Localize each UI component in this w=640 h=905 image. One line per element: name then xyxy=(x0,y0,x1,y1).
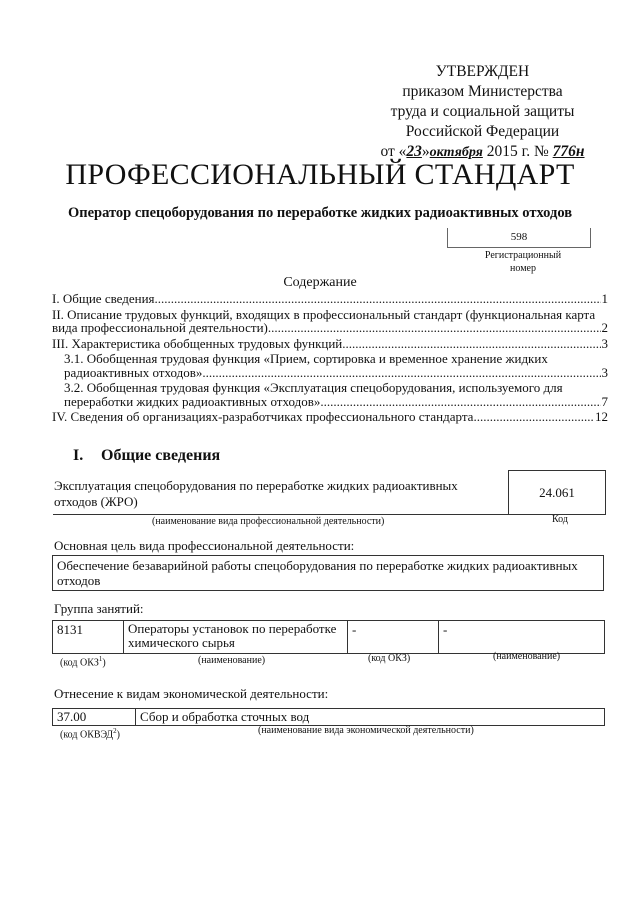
toc-item-label-first: II. Описание трудовых функций, входящих в профессиональный стандарт (функциональная карта xyxy=(52,306,596,322)
toc-item[interactable] xyxy=(52,410,608,424)
caption-text: (код ОКВЭД xyxy=(60,729,114,741)
toc-item-label: вида профессиональной деятельности) xyxy=(52,320,268,335)
section-heading xyxy=(73,447,220,465)
date-month-handwritten: октября xyxy=(429,145,483,160)
goal-label: Основная цель вида профессиональной деятельности: xyxy=(54,538,355,553)
okz-name2-cell: - xyxy=(439,621,605,654)
toc-item[interactable] xyxy=(52,308,608,335)
table-row xyxy=(53,621,605,654)
toc-item-label-first: 3.2. Обобщенная трудовая функция «Эксплуатация спецоборудования, используемого для xyxy=(64,380,563,395)
okz-code2-cell: - xyxy=(348,621,439,654)
page-title: ПРОФЕССИОНАЛЬНЫЙ СТАНДАРТ xyxy=(65,158,575,191)
okved-code-caption xyxy=(60,727,120,740)
caption-text: ) xyxy=(102,657,106,669)
toc-item-label: IV. Сведения об организациях-разработчиках профессионального стандарта xyxy=(52,409,474,424)
activity-name: Эксплуатация спецоборудования по переработке жидких радиоактивных отходов (ЖРО) xyxy=(54,478,458,509)
okz-name2-caption: (наименование) xyxy=(493,651,561,662)
occupation-group-table xyxy=(52,620,605,654)
date-day-handwritten: 23 xyxy=(406,143,422,160)
approval-heading: УТВЕРЖДЕН xyxy=(435,63,530,80)
activity-code: 24.061 xyxy=(539,484,575,500)
approval-line: приказом Министерства xyxy=(402,83,563,100)
toc-item-label: переработки жидких радиоактивных отходов» xyxy=(64,393,321,409)
caption-text: (код ОКЗ xyxy=(60,657,99,669)
toc-item[interactable] xyxy=(52,337,608,351)
table-row xyxy=(53,709,605,726)
okved-code-cell: 37.00 xyxy=(53,709,136,726)
table-of-contents xyxy=(52,292,608,424)
econ-label: Отнесение к видам экономической деятельности: xyxy=(54,686,329,701)
toc-item[interactable] xyxy=(52,381,608,408)
approval-block xyxy=(360,62,605,163)
toc-item-page: 3 xyxy=(601,335,608,351)
toc-item-label: радиоактивных отходов» xyxy=(64,364,203,380)
approval-line: Российской Федерации xyxy=(405,123,560,140)
okved-name-cell: Сбор и обработка сточных вод xyxy=(136,709,605,726)
page-subtitle: Оператор спецоборудования по переработке жидких радиоактивных отходов xyxy=(67,205,573,221)
goal-box xyxy=(52,555,604,591)
toc-item-label: I. Общие сведения xyxy=(52,291,155,306)
activity-name-underline xyxy=(53,514,508,515)
toc-item-page: 2 xyxy=(601,320,608,335)
date-year: 2015 г. № xyxy=(486,143,549,160)
okz-name-caption: (наименование) xyxy=(198,655,266,666)
toc-item[interactable] xyxy=(52,352,608,379)
approval-line: труда и социальной защиты xyxy=(390,103,575,120)
toc-heading: Содержание xyxy=(283,275,357,290)
toc-item-page: 12 xyxy=(595,409,608,424)
footnote-ref[interactable]: 1 xyxy=(98,655,103,663)
activity-code-box xyxy=(508,470,606,515)
group-label: Группа занятий: xyxy=(54,601,144,616)
okz-code-caption xyxy=(60,655,106,668)
section-title: Общие сведения xyxy=(101,447,221,464)
activity-code-caption: Код xyxy=(552,514,568,525)
caption-text: ) xyxy=(116,729,120,741)
toc-item-page: 1 xyxy=(601,291,608,306)
registration-number-box: 598 xyxy=(447,228,591,248)
footnote-ref[interactable]: 2 xyxy=(113,727,117,735)
toc-item-label: III. Характеристика обобщенных трудовых функций xyxy=(52,335,343,351)
okz-name-cell: Операторы установок по переработке химического сырья xyxy=(124,621,348,654)
toc-item-page: 7 xyxy=(601,393,608,409)
toc-item-label-first: 3.1. Обобщенная трудовая функция «Прием, сортировка и временное хранение жидких xyxy=(64,351,548,366)
toc-item-page: 3 xyxy=(601,364,608,380)
activity-name-caption: (наименование вида профессиональной деятельности) xyxy=(152,516,385,527)
okz-code2-caption: (код ОКЗ) xyxy=(368,653,411,664)
okved-name-caption: (наименование вида экономической деятельности) xyxy=(258,725,474,736)
order-number-handwritten: 776н xyxy=(552,143,585,160)
registration-number-label: Регистрационный номер xyxy=(484,250,562,274)
economic-activity-table xyxy=(52,708,605,726)
okz-code-cell: 8131 xyxy=(53,621,124,654)
toc-item[interactable] xyxy=(52,292,608,306)
section-number: I. xyxy=(73,447,84,464)
date-mid: » xyxy=(421,143,430,160)
date-prefix: от « xyxy=(380,143,407,160)
goal-text: Обеспечение безаварийной работы спецоборудования по переработке жидких радиоактивных отходов xyxy=(57,558,578,588)
